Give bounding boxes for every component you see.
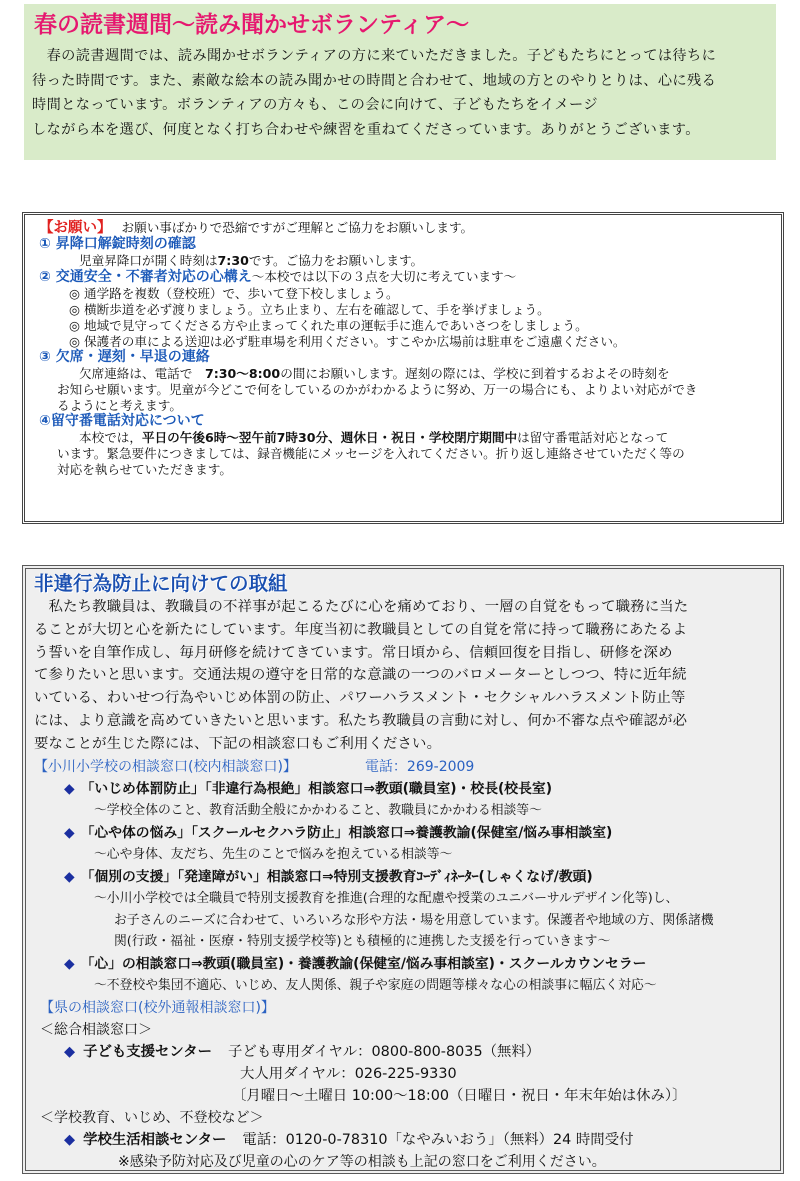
- consult-item: [34, 778, 774, 801]
- consult-item: [34, 866, 774, 889]
- consult-item-heading: 「心」の相談窓口⇒教頭(職員室)・養護教諭(保健室/悩み事相談室)・スクールカウンセラー: [80, 955, 647, 972]
- diamond-bullet-icon: ◆: [64, 955, 75, 972]
- consult-item: [34, 822, 774, 845]
- consult-item-heading: 「心や体の悩み」「スクールセクハラ防止」相談窓口⇒養護教諭(保健室/悩み事相談室): [80, 824, 613, 841]
- consult-detail: お子さんのニーズに合わせて、いろいろな形や方法・場を用意しています。保護者や地域の方、関係諸機: [114, 912, 714, 928]
- prefecture-window-label: 【県の相談窓口(校外通報相談窓口)】: [40, 999, 275, 1016]
- item3-heading: ③ 欠席・遅刻・早退の連絡: [39, 349, 210, 366]
- consult-detail: 〜学校全体のこと、教育活動全般にかかわること、教職員にかかわる相談等〜: [94, 803, 542, 819]
- reading-week-title: 春の読書週間〜読み聞かせボランティア〜: [34, 12, 470, 38]
- paragraph-line: 春の読書週間では、読み聞かせボランティアの方に来ていただきました。子どもたちにとっては待ちに: [32, 48, 717, 64]
- text-segment: です。ご協力をお願いします。: [248, 252, 424, 268]
- item1-heading: ① 昇降口解錠時刻の確認: [39, 235, 196, 252]
- item2-bullet: ◎ 横断歩道を必ず渡りましょう。立ち止まり、左右を確認して、手を挙げましょう。: [69, 302, 550, 318]
- paragraph-line: には、より意識を高めていきたいと思います。私たち教職員の言動に対し、何か不審な点や確認が必: [34, 712, 688, 729]
- infection-note: ※感染予防対応及び児童の心のケア等の相談も上記の窓口をご利用ください。: [118, 1153, 606, 1170]
- paragraph-line: しながら本を選び、何度となく打ち合わせや練習を重ねてくださっています。ありがとうございます。: [32, 121, 700, 138]
- consult-detail: 〜不登校や集団不適応、いじめ、友人関係、親子や家庭の問題等様々な心の相談事に幅広く対応〜: [94, 978, 657, 994]
- center-hours: 〔月曜日〜土曜日 10:00〜18:00（日曜日・祝日・年末年始は休み）〕: [232, 1087, 687, 1104]
- school-center-row: [34, 1129, 774, 1151]
- school-center-name: 学校生活相談センター: [83, 1131, 227, 1148]
- diamond-bullet-icon: ◆: [64, 1131, 76, 1148]
- item3-line: [39, 366, 773, 382]
- text-segment: 本校では，: [79, 430, 142, 446]
- consult-detail: 関(行政・福祉・医療・特別支援学校等)とも積極的に連携した支援を行っていきます〜: [114, 934, 611, 950]
- paragraph-line: いている、わいせつ行為やいじめ体罰の防止、パワーハラスメント・セクシャルハラスメント防止等: [34, 690, 686, 707]
- text-segment: は留守番電話対応となって: [517, 430, 669, 446]
- school-edu-label: ＜学校教育、いじめ、不登校など＞: [40, 1109, 264, 1126]
- item3-line: るようにと考えます。: [57, 397, 182, 413]
- paragraph-line: 時間となっています。ボランティアの方々も、この会に向けて、子どもたちをイメージ: [32, 97, 598, 113]
- school-window-row: [34, 756, 774, 778]
- general-consult-label: ＜総合相談窓口＞: [40, 1021, 152, 1038]
- requests-label: 【お願い】: [39, 219, 112, 236]
- consult-detail: 〜小川小学校では全職員で特別支援教育を推進(合理的な配慮や授業のユニバーサルデザイン化等)し、: [94, 891, 679, 907]
- consult-item: [34, 953, 774, 976]
- requests-intro: お願い事ばかりで恐縮ですがご理解とご協力をお願いします。: [121, 220, 474, 235]
- child-dial: 子ども専用ダイヤル：0800-800-8035（無料）: [228, 1043, 541, 1060]
- item2-desc: 〜本校では以下の３点を大切に考えています〜: [251, 269, 517, 285]
- item2-bullet: ◎ 地域で見守ってくださる方や止まってくれた車の運転手に進んであいさつをしましょう。: [69, 317, 588, 333]
- item2-heading: [39, 268, 773, 286]
- paragraph-line: 私たち教職員は、教職員の不祥事が起こるたびに心を痛めており、一層の自覚をもって職務に当た: [34, 599, 689, 615]
- diamond-bullet-icon: ◆: [64, 1043, 76, 1060]
- paragraph-line: う誓いを自筆作成し、毎月研修を続けてきています。常日頃から、信頼回復を目指し、研修を深め: [34, 644, 673, 661]
- consult-detail: 〜心や身体、友だち、先生のことで悩みを抱えている相談等〜: [94, 847, 453, 863]
- child-center-row: [34, 1041, 774, 1063]
- requests-header: [39, 220, 773, 236]
- paragraph-line: 待った時間です。また、素敵な絵本の読み聞かせの時間と合わせて、地域の方とのやりとりは、心に残る: [32, 72, 717, 89]
- contact-time-range: 7:30〜8:00: [204, 366, 281, 382]
- answering-hours: 平日の午後6時〜翌午前7時30分、週休日・祝日・学校閉庁期間中: [141, 430, 518, 446]
- item4-line: 対応を執らせていただきます。: [57, 461, 232, 477]
- item1-text: [39, 253, 773, 269]
- text-segment: 欠席連絡は、電話で: [79, 366, 205, 382]
- item4-line: います。緊急要件につきましては、録音機能にメッセージを入れてください。折り返し連絡させていただく等の: [57, 446, 685, 462]
- reading-week-paragraph: [32, 44, 766, 142]
- reading-week-section: [24, 4, 776, 160]
- diamond-bullet-icon: ◆: [64, 868, 75, 885]
- adult-dial: 大人用ダイヤル：026-225-9330: [240, 1065, 457, 1082]
- school-window-label: 【小川小学校の相談窓口(校内相談窓口)】: [34, 758, 297, 775]
- school-center-tel: 電話：0120-0-78310「なやみいおう」（無料）24 時間受付: [242, 1131, 634, 1148]
- misconduct-title: 非違行為防止に向けての取組: [34, 572, 288, 595]
- consult-item-heading: 「個別の支援」「発達障がい」相談窓口⇒特別支援教育ｺｰﾃﾞｨﾈｰﾀｰ(しゃくなげ/教頭): [80, 868, 593, 885]
- item4-line: [39, 430, 773, 446]
- misconduct-paragraph: [34, 596, 774, 756]
- item3-line: お知らせ願います。児童が今どこで何をしているのかがわかるように努め、万一の場合にも、よりよい対応ができ: [57, 381, 698, 397]
- text-segment: の間にお願いします。遅刻の際には、学校に到着するおよその時刻を: [280, 366, 670, 382]
- paragraph-line: て参りたいと思います。交通法規の遵守を日常的な意識の一つのバロメーターとしつつ、特に近年続: [34, 667, 687, 684]
- diamond-bullet-icon: ◆: [64, 824, 75, 841]
- school-phone: 電話：269-2009: [364, 758, 475, 775]
- item2-bullet: ◎ 保護者の車による送迎は必ず駐車場を利用ください。すこやか広場前は駐車をご遠慮ください。: [69, 333, 626, 349]
- diamond-bullet-icon: ◆: [64, 780, 75, 797]
- unlock-time: 7:30: [217, 252, 249, 268]
- child-center-name: 子ども支援センター: [83, 1043, 213, 1060]
- misconduct-prevention-box: [22, 565, 784, 1174]
- item2-title: ② 交通安全・不審者対応の心構え: [39, 269, 252, 286]
- item4-heading: ④留守番電話対応について: [39, 413, 205, 430]
- paragraph-line: 要なことが生じた際には、下記の相談窓口もご利用ください。: [34, 735, 442, 752]
- consult-item-heading: 「いじめ体罰防止」「非違行為根絶」相談窓口⇒教頭(職員室)・校長(校長室): [80, 780, 553, 797]
- paragraph-line: ることが大切と心を新たにしています。年度当初に教職員としての自覚を常に持って職務にあたるよ: [34, 621, 688, 638]
- requests-box: [22, 212, 784, 524]
- item2-bullet: ◎ 通学路を複数（登校班）で、歩いて登下校しましょう。: [69, 286, 399, 302]
- text-segment: 児童昇降口が開く時刻は: [79, 252, 218, 268]
